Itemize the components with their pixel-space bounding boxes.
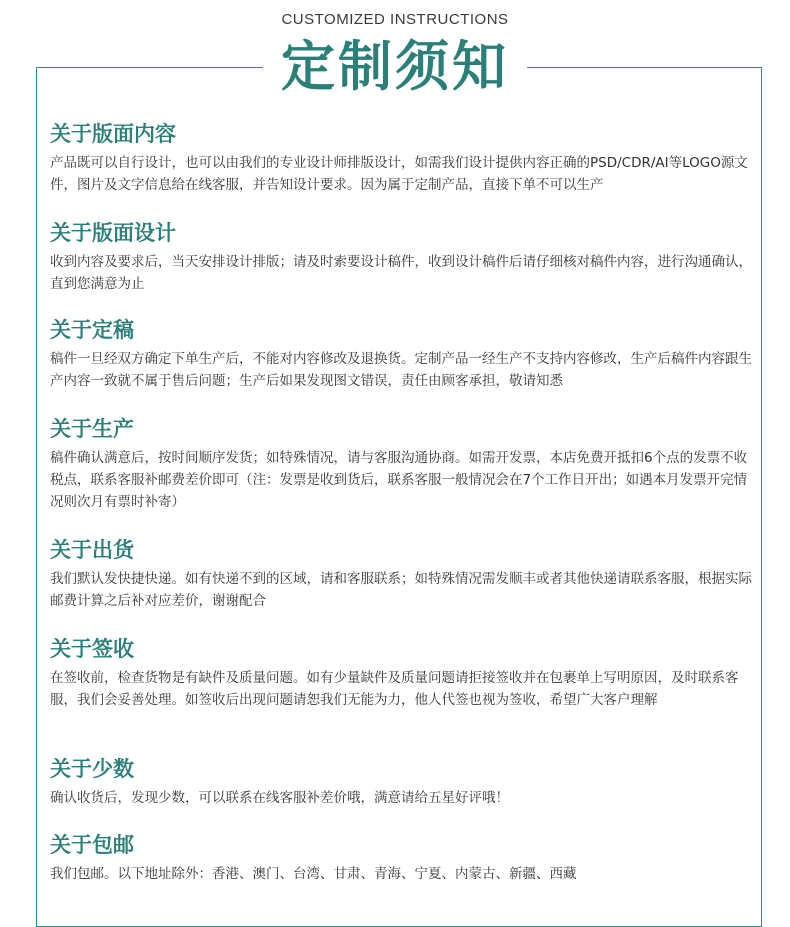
section-body: 收到内容及要求后，当天安排设计排版；请及时索要设计稿件，收到设计稿件后请仔细核对稿件内容，进行沟通确认，直到您满意为止 bbox=[50, 254, 752, 292]
section-layout-content bbox=[50, 120, 755, 196]
section-heading: 关于定稿 bbox=[50, 318, 134, 342]
section-body: 我们包邮。以下地址除外：香港、澳门、台湾、甘肃、青海、宁夏、内蒙古、新疆、西藏 bbox=[50, 866, 577, 882]
section-body: 稿件一旦经双方确定下单生产后，不能对内容修改及退换货。定制产品一经生产不支持内容修改，生产后稿件内容跟生产内容一致就不属于售后问题；生产后如果发现图文错误，责任由顾客承担，敬请知悉 bbox=[50, 351, 752, 389]
section-receipt bbox=[50, 635, 755, 711]
page-title: 定制须知 bbox=[263, 34, 527, 100]
section-heading: 关于少数 bbox=[50, 757, 134, 781]
section-finalize bbox=[50, 316, 755, 392]
section-body: 我们默认发快捷快递。如有快递不到的区域，请和客服联系；如特殊情况需发顺丰或者其他快递请联系客服，根据实际邮费计算之后补对应差价，谢谢配合 bbox=[50, 571, 752, 609]
title-wrap bbox=[0, 34, 790, 100]
section-shipping bbox=[50, 536, 755, 612]
section-shortage bbox=[50, 755, 509, 809]
section-body: 确认收货后，发现少数，可以联系在线客服补差价哦，满意请给五星好评哦！ bbox=[50, 790, 509, 806]
section-body: 稿件确认满意后，按时间顺序发货；如特殊情况，请与客服沟通协商。如需开发票，本店免费开抵扣6个点的发票不收税点，联系客服补邮费差价即可（注：发票是收到货后，联系客服一般情况会在7个工作日开出；如遇本月发票开完情况则次月有票时补寄） bbox=[50, 450, 748, 510]
section-body: 产品既可以自行设计，也可以由我们的专业设计师排版设计，如需我们设计提供内容正确的PSD/CDR/AI等LOGO源文件，图片及文字信息给在线客服，并告知设计要求。因为属于定制产品，直接下单不可以生产 bbox=[50, 155, 748, 193]
section-heading: 关于版面设计 bbox=[50, 221, 176, 245]
section-heading: 关于包邮 bbox=[50, 833, 134, 857]
section-body: 在签收前，检查货物是有缺件及质量问题。如有少量缺件及质量问题请拒接签收并在包裹单上写明原因，及时联系客服，我们会妥善处理。如签收后出现问题请恕我们无能为力，他人代签也视为签收，希望广大客户理解 bbox=[50, 670, 739, 708]
section-layout-design bbox=[50, 219, 755, 295]
section-heading: 关于出货 bbox=[50, 538, 134, 562]
subtitle: CUSTOMIZED INSTRUCTIONS bbox=[281, 11, 509, 28]
section-heading: 关于签收 bbox=[50, 637, 134, 661]
section-production bbox=[50, 415, 755, 513]
section-heading: 关于版面内容 bbox=[50, 122, 176, 146]
section-heading: 关于生产 bbox=[50, 417, 134, 441]
section-free-shipping bbox=[50, 831, 577, 885]
